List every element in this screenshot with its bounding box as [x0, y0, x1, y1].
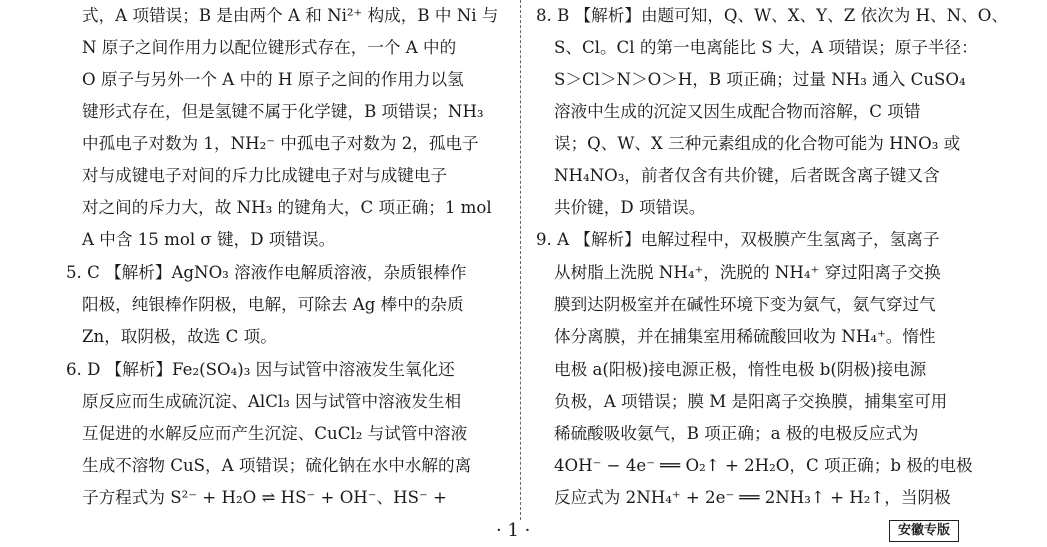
- text-line: 电极 a(阳极)接电源正极，惰性电极 b(阴极)接电源: [554, 360, 927, 379]
- text-line: 溶液中生成的沉淀又因生成配合物而溶解，C 项错: [554, 102, 921, 121]
- text-line: 从树脂上洗脱 NH₄⁺，洗脱的 NH₄⁺ 穿过阳离子交换: [554, 263, 941, 282]
- text-line: 负极，A 项错误；膜 M 是阳离子交换膜，捕集室可用: [554, 392, 948, 411]
- text-line: 体分离膜，并在捕集室用稀硫酸回收为 NH₄⁺。惰性: [554, 327, 936, 346]
- text-line: Zn，取阴极，故选 C 项。: [82, 327, 277, 346]
- text-line: NH₄NO₃，前者仅含有共价键，后者既含离子键又含: [554, 166, 940, 185]
- text-line: 阳极，纯银棒作阴极，电解，可除去 Ag 棒中的杂质: [82, 295, 464, 314]
- text-line: 中孤电子对数为 1，NH₂⁻ 中孤电子对数为 2，孤电子: [82, 134, 479, 153]
- page-number: · 1 ·: [496, 520, 531, 541]
- text-line: 4OH⁻ − 4e⁻ ══ O₂↑ + 2H₂O，C 项正确；b 极的电极: [554, 456, 973, 475]
- question-9-line: 9. A 【解析】电解过程中，双极膜产生氢离子，氢离子: [536, 230, 940, 249]
- text-line: 对之间的斥力大，故 NH₃ 的键角大，C 项正确；1 mol: [82, 198, 492, 217]
- text-line: 反应式为 2NH₄⁺ + 2e⁻ ══ 2NH₃↑ + H₂↑，当阴极: [554, 488, 951, 507]
- text-line: 原反应而生成硫沉淀、AlCl₃ 因与试管中溶液发生相: [82, 392, 462, 411]
- text-line: 误；Q、W、X 三种元素组成的化合物可能为 HNO₃ 或: [554, 134, 961, 153]
- column-divider: [520, 0, 521, 520]
- text-line: S＞Cl＞N＞O＞H，B 项正确；过量 NH₃ 通入 CuSO₄: [554, 70, 966, 89]
- text-line: 键形式存在，但是氢键不属于化学键，B 项错误；NH₃: [82, 102, 484, 121]
- text-line: 子方程式为 S²⁻ + H₂O ⇌ HS⁻ + OH⁻、HS⁻ +: [82, 488, 447, 507]
- text-line: O 原子与另外一个 A 中的 H 原子之间的作用力以氢: [82, 70, 464, 89]
- edition-badge: 安徽专版: [889, 520, 959, 542]
- text-line: 稀硫酸吸收氨气，B 项正确；a 极的电极反应式为: [554, 424, 919, 443]
- text-line: 膜到达阴极室并在碱性环境下变为氨气，氨气穿过气: [554, 295, 936, 314]
- text-line: 式，A 项错误；B 是由两个 A 和 Ni²⁺ 构成，B 中 Ni 与: [82, 6, 499, 25]
- text-line: S、Cl。Cl 的第一电离能比 S 大，A 项错误；原子半径：: [554, 38, 978, 57]
- text-line: 互促进的水解反应而产生沉淀、CuCl₂ 与试管中溶液: [82, 424, 468, 443]
- text-line: N 原子之间作用力以配位键形式存在，一个 A 中的: [82, 38, 457, 57]
- text-line: 对与成键电子对间的斥力比成键电子对与成键电子: [82, 166, 448, 185]
- question-8-line: 8. B 【解析】由题可知，Q、W、X、Y、Z 依次为 H、N、O、: [536, 6, 1008, 25]
- text-line: 生成不溶物 CuS，A 项错误；硫化钠在水中水解的离: [82, 456, 472, 475]
- text-line: A 中含 15 mol σ 键，D 项错误。: [82, 230, 336, 249]
- question-6-line: 6. D 【解析】Fe₂(SO₄)₃ 因与试管中溶液发生氧化还: [66, 360, 455, 379]
- text-line: 共价键，D 项错误。: [554, 198, 706, 217]
- question-5-line: 5. C 【解析】AgNO₃ 溶液作电解质溶液，杂质银棒作: [66, 263, 467, 282]
